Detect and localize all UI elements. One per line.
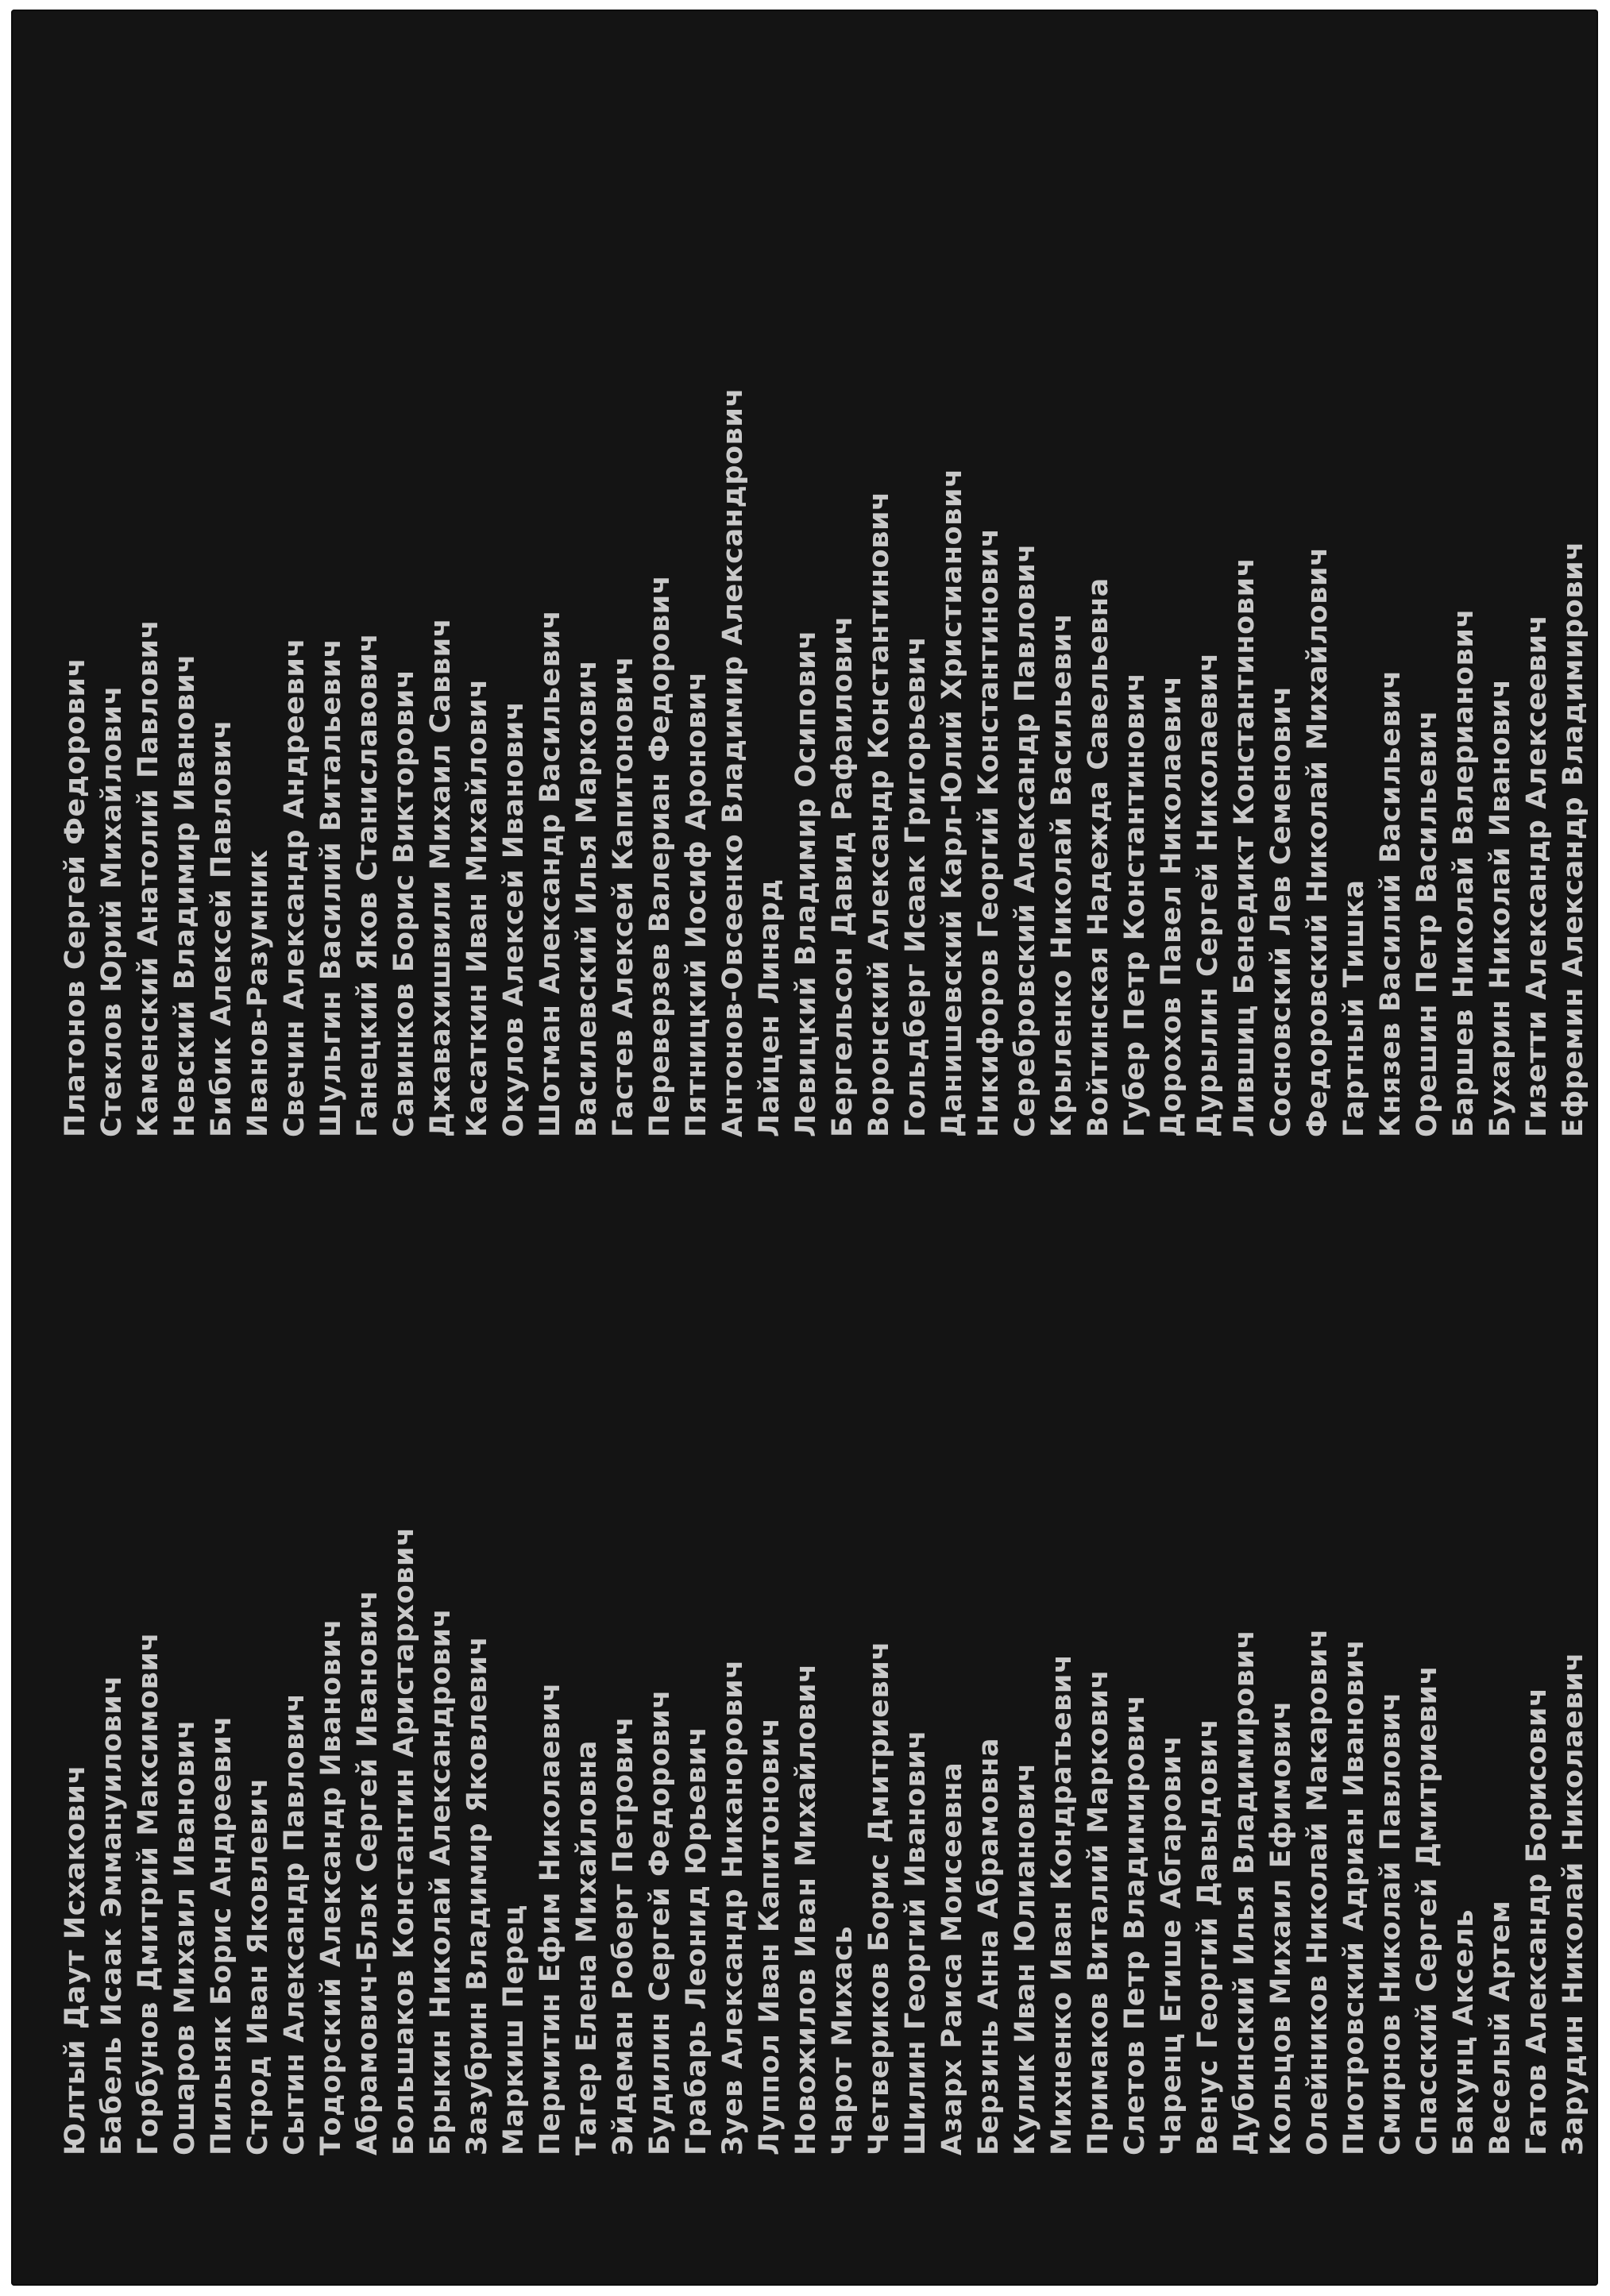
name-entry: Абрамович-Блэк Сергей Иванович xyxy=(352,1589,384,2155)
name-entry: Шульгин Василий Витальевич xyxy=(315,638,347,1137)
name-entry: Баршев Николай Валерианович xyxy=(1448,608,1480,1137)
name-entry: Тодорский Александр Иванович xyxy=(315,1618,347,2155)
name-entry: Шотман Александр Васильевич xyxy=(535,609,566,1137)
name-entry: Кольцов Михаил Ефимович xyxy=(1265,1700,1297,2155)
name-entry: Сосновский Лев Семенович xyxy=(1265,685,1297,1137)
name-entry: Гизетти Александр Алексеевич xyxy=(1521,614,1553,1137)
name-entry: Войтинская Надежда Савельевна xyxy=(1083,577,1114,1137)
name-entry: Азарх Раиса Моисеевна xyxy=(936,1762,968,2155)
name-entry: Воронский Александр Константинович xyxy=(863,491,895,1137)
name-entry: Дурылин Сергей Николаевич xyxy=(1192,652,1224,1137)
name-entry: Иванов-Разумник xyxy=(242,849,274,1137)
name-entry: Гатов Александр Борисович xyxy=(1521,1687,1553,2155)
names-column-bottom xyxy=(57,1163,1589,2155)
name-entry: Данишевский Карл-Юлий Христианович xyxy=(936,468,968,1137)
name-entry: Василевский Илья Маркович xyxy=(571,659,603,1137)
name-entry: Окулов Алексей Иванович xyxy=(498,700,530,1137)
name-entry: Луппол Иван Капитонович xyxy=(754,1717,786,2155)
name-entry: Четвериков Борис Дмитриевич xyxy=(863,1641,895,2155)
name-entry: Чарот Михась xyxy=(827,1925,859,2155)
name-entry: Касаткин Иван Михайлович xyxy=(461,678,493,1137)
name-entry: Пермитин Ефим Николаевич xyxy=(535,1681,566,2155)
name-entry: Пиотровский Адриан Иванович xyxy=(1338,1638,1370,2155)
name-entry: Серебровский Александр Павлович xyxy=(1010,543,1041,1137)
name-entry: Будилин Сергей Федорович xyxy=(644,1689,676,2155)
name-entry: Платонов Сергей Федорович xyxy=(60,657,91,1137)
name-entry: Савинков Борис Викторович xyxy=(388,669,420,1137)
book-cover xyxy=(11,10,1598,2286)
name-entry: Бабель Исаак Эммануилович xyxy=(96,1674,128,2155)
name-entry: Ошаров Михаил Иванович xyxy=(169,1719,201,2155)
name-entry: Смирнов Николай Павлович xyxy=(1375,1692,1407,2155)
name-entry: Шилин Георгий Иванович xyxy=(900,1729,932,2155)
name-entry: Антонов-Овсеенко Владимир Александрович xyxy=(717,387,749,1137)
name-entry: Дубинский Илья Владимирович xyxy=(1229,1629,1261,2155)
name-entry: Князев Василий Васильевич xyxy=(1375,670,1407,1137)
name-entry: Юлтый Даут Исхакович xyxy=(60,1764,91,2155)
name-entry: Лайцен Линард xyxy=(754,878,786,1137)
name-entry: Лившиц Бенедикт Константинович xyxy=(1229,557,1261,1137)
name-entry: Гартный Тишка xyxy=(1338,879,1370,1137)
name-entry: Дорохов Павел Николаевич xyxy=(1156,675,1187,1137)
name-entry: Брыкин Николай Александрович xyxy=(425,1607,457,2155)
name-entry: Чаренц Егише Абгарович xyxy=(1156,1735,1187,2155)
name-entry: Тагер Елена Михайловна xyxy=(571,1740,603,2155)
name-entry: Левицкий Владимир Осипович xyxy=(790,629,822,1137)
name-entry: Зарудин Николай Николаевич xyxy=(1558,1652,1589,2155)
name-entry: Крыленко Николай Васильевич xyxy=(1046,612,1078,1137)
name-entry: Гастев Алексей Капитонович xyxy=(608,655,639,1137)
name-entry: Ганецкий Яков Станиславович xyxy=(352,632,384,1137)
name-entry: Гольдберг Исаак Григорьевич xyxy=(900,635,932,1137)
name-entry: Олейников Николай Макарович xyxy=(1302,1628,1334,2155)
name-entry: Бергельсон Давид Рафаилович xyxy=(827,615,859,1137)
name-entry: Переверзев Валериан Федорович xyxy=(644,574,676,1137)
names-column-top xyxy=(57,145,1589,1137)
name-entry: Зуев Александр Никанорович xyxy=(717,1659,749,2155)
name-entry: Губер Петр Константинович xyxy=(1119,672,1151,1137)
name-entry: Примаков Виталий Маркович xyxy=(1083,1669,1114,2155)
name-entry: Слетов Петр Владимирович xyxy=(1119,1694,1151,2155)
name-entry: Венус Георгий Давыдович xyxy=(1192,1718,1224,2155)
name-entry: Бухарин Николай Иванович xyxy=(1485,678,1516,1137)
name-entry: Пильняк Борис Андреевич xyxy=(206,1715,237,2155)
name-entry: Веселый Артем xyxy=(1485,1900,1516,2155)
name-entry: Михненко Иван Кондратьевич xyxy=(1046,1654,1078,2155)
name-entry: Берзинь Анна Абрамовна xyxy=(973,1737,1005,2155)
name-entry: Сытин Александр Павлович xyxy=(279,1692,311,2155)
name-entry: Эйдеман Роберт Петрович xyxy=(608,1715,639,2155)
name-entry: Бакунц Аксель xyxy=(1448,1908,1480,2155)
name-entry: Пятницкий Иосиф Аронович xyxy=(681,671,712,1137)
name-entry: Маркиш Перец xyxy=(498,1904,530,2155)
name-entry: Федоровский Николай Михайлович xyxy=(1302,546,1334,1137)
name-entry: Джавахишвили Михаил Саввич xyxy=(425,617,457,1137)
name-entry: Новожилов Иван Михайлович xyxy=(790,1663,822,2155)
name-entry: Никифоров Георгий Константинович xyxy=(973,527,1005,1137)
name-entry: Горбунов Дмитрий Максимович xyxy=(133,1631,164,2155)
name-entry: Невский Владимир Иванович xyxy=(169,654,201,1137)
name-entry: Зазубрин Владимир Яковлевич xyxy=(461,1635,493,2155)
name-entry: Стеклов Юрий Михайлович xyxy=(96,685,128,1137)
name-entry: Грабарь Леонид Юрьевич xyxy=(681,1726,712,2155)
name-entry: Спасский Сергей Дмитриевич xyxy=(1411,1665,1443,2155)
name-entry: Ефремин Александр Владимирович xyxy=(1558,541,1589,1137)
name-entry: Большаков Константин Аристархович xyxy=(388,1526,420,2155)
name-entry: Каменский Анатолий Павлович xyxy=(133,619,164,1137)
name-entry: Бибик Алексей Павлович xyxy=(206,719,237,1137)
name-entry: Кулик Иван Юлианович xyxy=(1010,1762,1041,2155)
name-entry: Орешин Петр Васильевич xyxy=(1411,709,1443,1137)
name-entry: Свечин Александр Андреевич xyxy=(279,637,311,1137)
name-entry: Строд Иван Яковлевич xyxy=(242,1777,274,2155)
